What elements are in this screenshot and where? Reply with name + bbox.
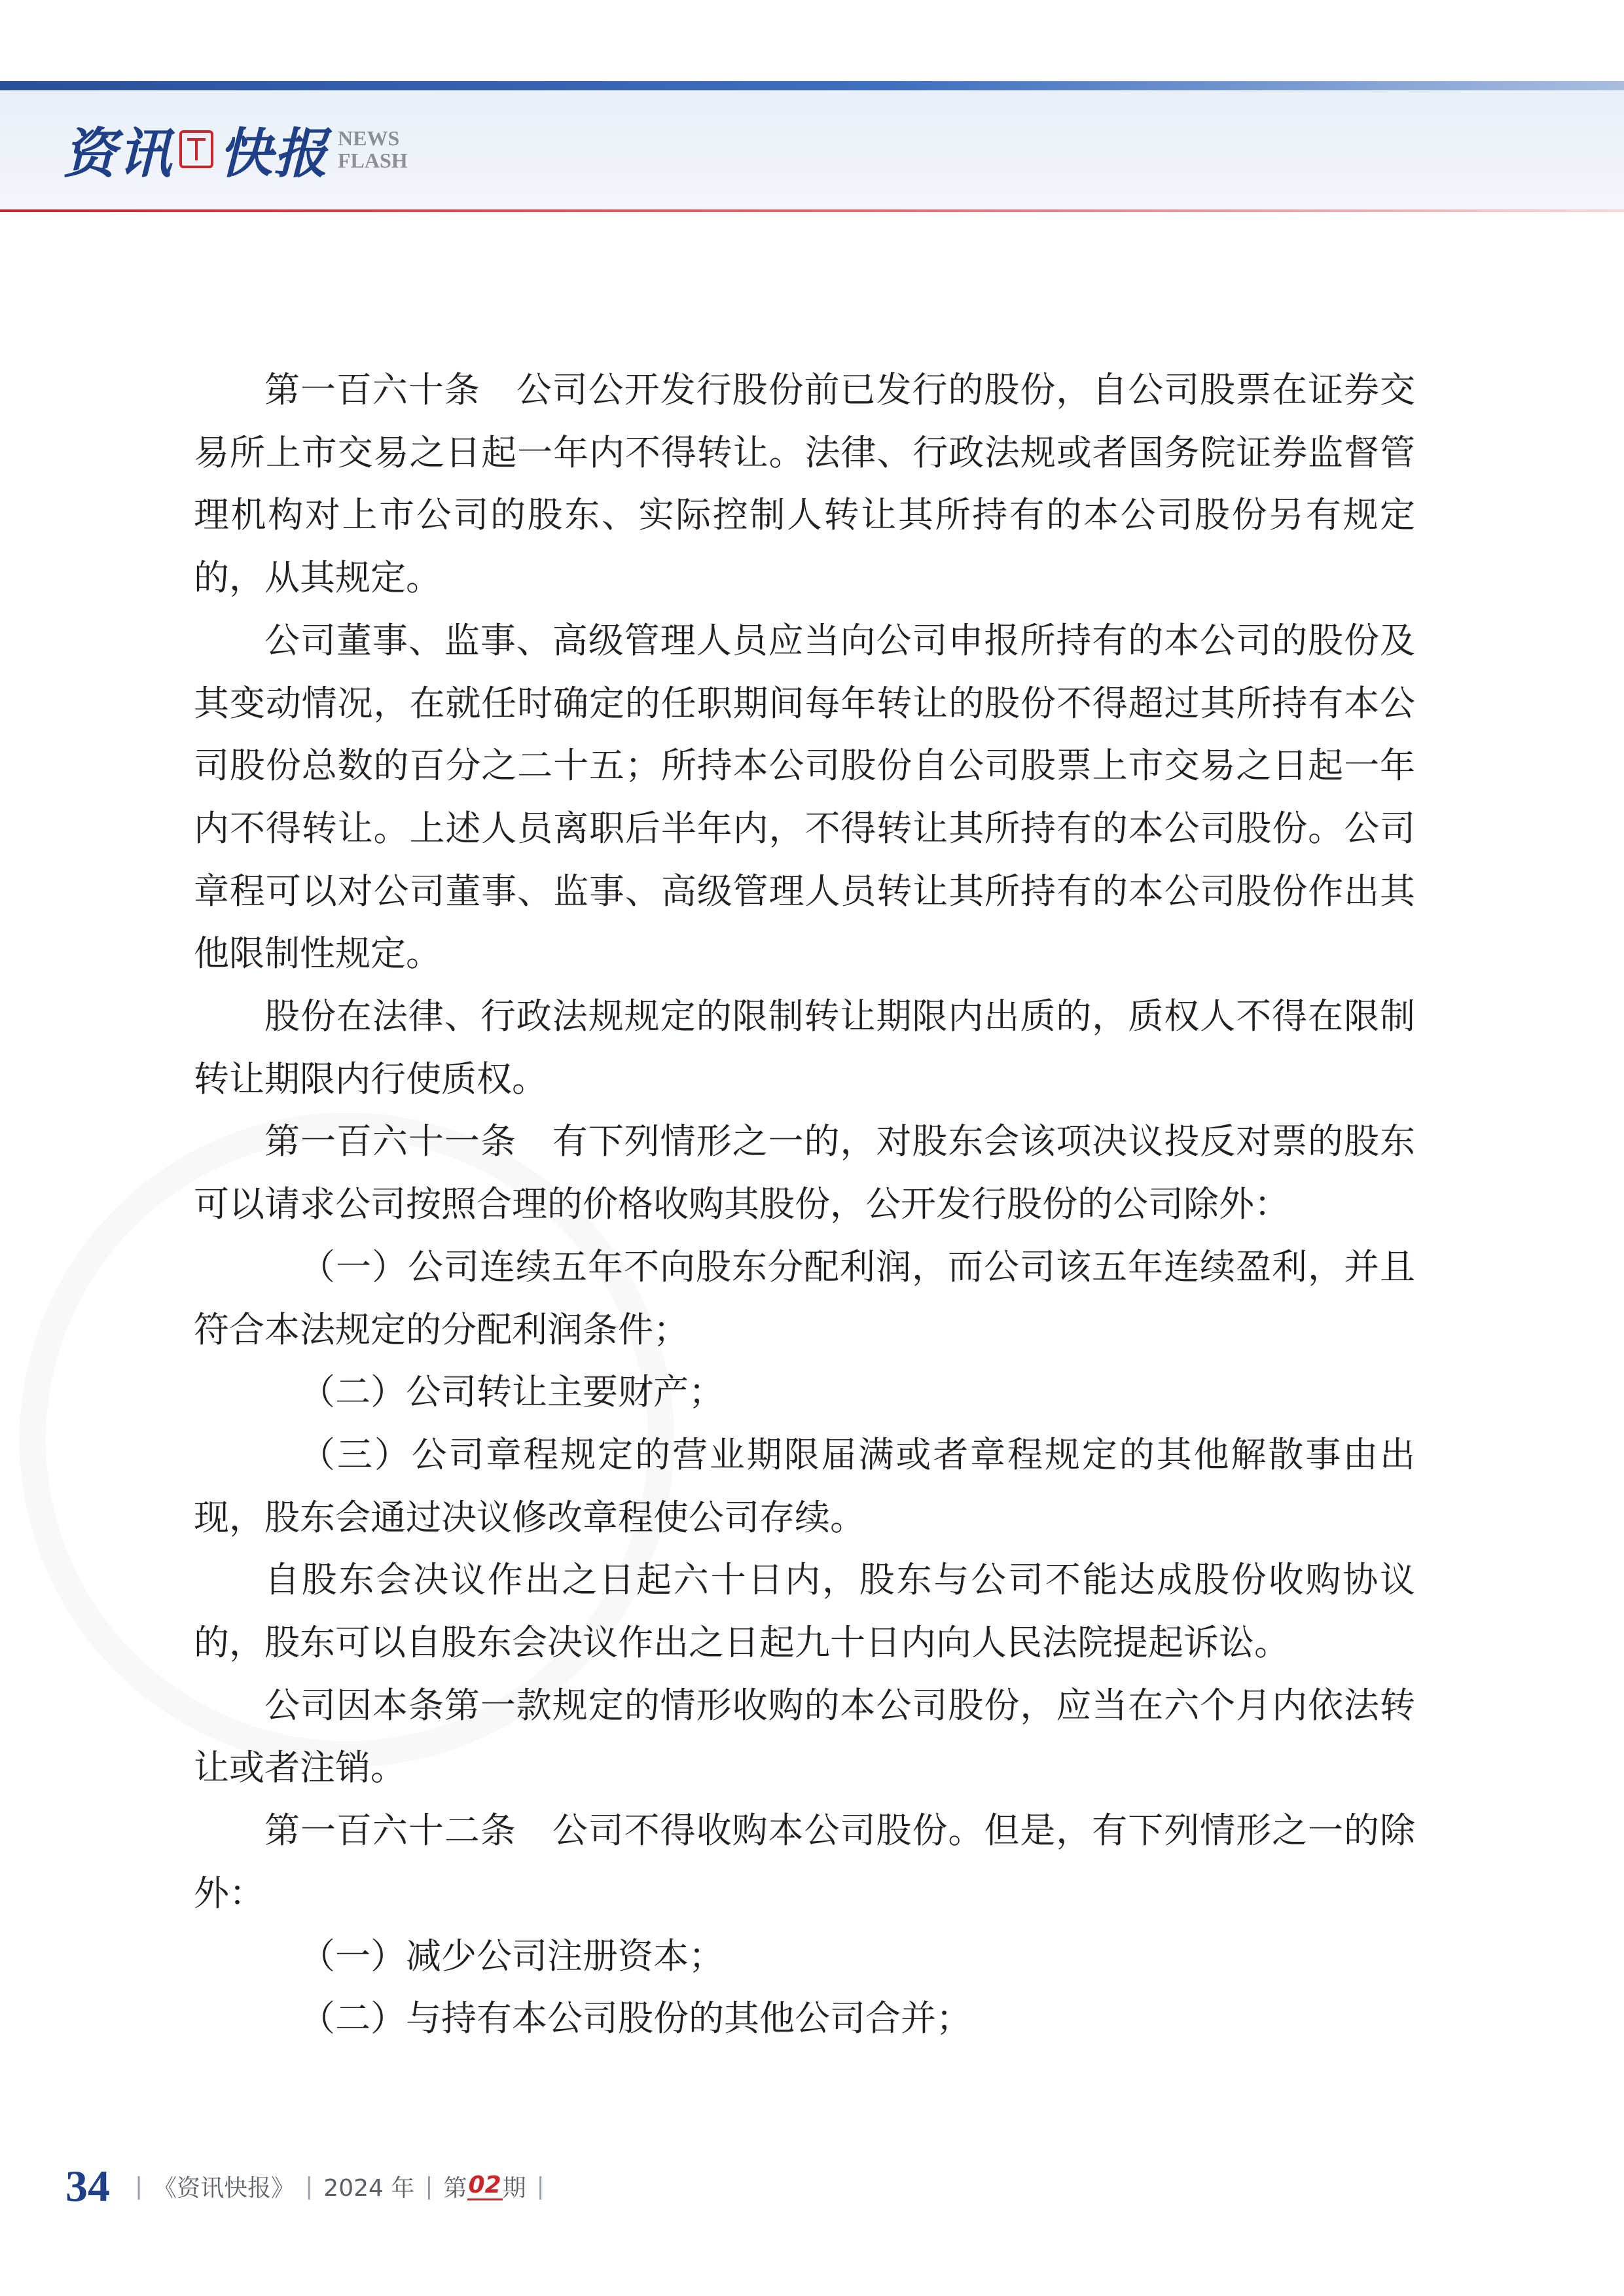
page-footer xyxy=(65,2160,555,2212)
footer-separator: | xyxy=(135,2172,143,2200)
masthead-subtitle-news: NEWS xyxy=(338,126,400,150)
footer-issue-number: 02 xyxy=(467,2172,503,2200)
footer-separator: | xyxy=(425,2172,433,2200)
masthead-subtitle-flash: FLASH xyxy=(338,149,408,172)
article-161-item-2: （二）公司转让主要财产； xyxy=(300,1371,724,1413)
article-162-para-1: 第一百六十二条 公司不得收购本公司股份。但是，有下列情形之一的除外： xyxy=(194,1810,1415,1914)
footer-separator: | xyxy=(536,2172,545,2200)
article-160-para-2: 公司董事、监事、高级管理人员应当向公司申报所持有的本公司的股份及其变动情况，在就任时确定的任职期间每年转让的股份不得超过其所持有本公司股份总数的百分之二十五；所持本公司股份自公司股票上市交易之日起一年内不得转让。上述人员离职后半年内，不得转让其所持有的本公司股份。公司章程可以对公司董事、监事、高级管理人员转让其所持有的本公司股份作出其他限制性规定。 xyxy=(194,619,1415,975)
masthead-subtitle xyxy=(338,127,408,171)
article-161-para-3: 公司因本条第一款规定的情形收购的本公司股份，应当在六个月内依法转让或者注销。 xyxy=(194,1684,1415,1789)
seal-stamp-icon xyxy=(179,130,213,168)
footer-issue-prefix: 第 xyxy=(443,2174,467,2202)
header-top-rule xyxy=(0,81,1624,90)
article-162-item-1: （一）减少公司注册资本； xyxy=(300,1935,724,1977)
article-161-item-1: （一）公司连续五年不向股东分配利润，而公司该五年连续盈利，并且符合本法规定的分配利润条件； xyxy=(194,1246,1415,1350)
article-160-para-1: 第一百六十条 公司公开发行股份前已发行的股份，自公司股票在证券交易所上市交易之日起一年内不得转让。法律、行政法规或者国务院证券监督管理机构对上市公司的股东、实际控制人转让其所持有的本公司股份另有规定的，从其规定。 xyxy=(194,369,1415,599)
footer-publication: 《资讯快报》 xyxy=(153,2174,295,2202)
article-162-item-2: （二）与持有本公司股份的其他公司合并； xyxy=(300,1998,971,2039)
footer-issue-suffix: 期 xyxy=(502,2174,526,2202)
article-161-item-3: （三）公司章程规定的营业期限届满或者章程规定的其他解散事由出现，股东会通过决议修改章程使公司存续。 xyxy=(194,1433,1415,1538)
article-body xyxy=(194,359,1415,2050)
footer-separator: | xyxy=(305,2172,314,2200)
article-160-para-3: 股份在法律、行政法规规定的限制转让期限内出质的，质权人不得在限制转让期限内行使质权。 xyxy=(194,996,1415,1100)
footer-year: 2024 年 xyxy=(323,2174,415,2202)
page-number: 34 xyxy=(65,2161,110,2211)
masthead-title-part1: 资讯 xyxy=(63,122,173,185)
article-161-para-2: 自股东会决议作出之日起六十日内，股东与公司不能达成股份收购协议的，股东可以自股东会决议作出之日起九十日内向人民法院提起诉讼。 xyxy=(194,1559,1415,1664)
article-161-para-1: 第一百六十一条 有下列情形之一的，对股东会该项决议投反对票的股东可以请求公司按照合理的价格收购其股份，公开发行股份的公司除外： xyxy=(194,1121,1415,1225)
masthead-logo xyxy=(63,110,408,188)
masthead-title-part2: 快报 xyxy=(219,122,329,185)
header-bottom-rule xyxy=(0,209,1624,212)
